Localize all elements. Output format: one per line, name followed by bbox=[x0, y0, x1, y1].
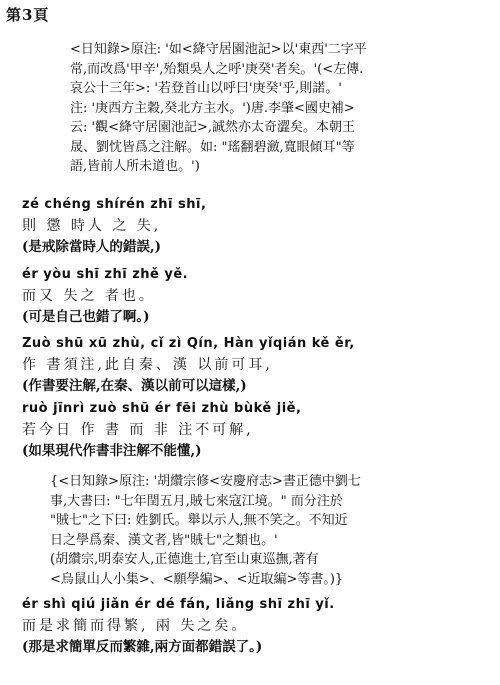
note-line: <烏鼠山人小集>、<願學編>、<近取編>等書。)} bbox=[50, 571, 344, 587]
chinese-line: 而又 失之 者也。 bbox=[22, 288, 156, 304]
verse-block bbox=[22, 597, 492, 655]
note-line: (胡纘宗,明泰安人,正德進士,官至山東巡撫,著有 bbox=[50, 552, 319, 567]
chinese-line: 作 書須注,此自秦、漢 以前可耳, bbox=[22, 357, 273, 373]
note-line: "賊七"之下曰: 姓劉氏。舉以示人,無不笑之。不知近 bbox=[50, 513, 348, 528]
pinyin-line: Zuò shū xū zhù, cǐ zì Qín, Hàn yǐqián kě ěr, bbox=[22, 336, 355, 351]
verse-block bbox=[22, 401, 492, 459]
chinese-line: 則 懲 時人 之 失, bbox=[22, 218, 162, 234]
translation-line: (那是求簡單反而繁雜,兩方面都錯誤了。) bbox=[22, 639, 263, 655]
note-line: 注: '庚西方主穀,癸北方主水。')唐.李肇<國史補> bbox=[70, 100, 355, 116]
note-line: 日之學爲秦、漢文者,皆"賊七"之類也。' bbox=[50, 532, 278, 548]
pinyin-line: ér shì qiú jiǎn ér dé fán, liǎng shī zhī yǐ. bbox=[22, 597, 335, 612]
note-line: {<日知錄>原注: '胡纘宗修<安慶府志>書正德中劉七 bbox=[50, 474, 361, 489]
note-line: <日知錄>原注: '如<絳守居園池記>以'東西'二字平 bbox=[70, 42, 367, 57]
chinese-line: 而是求簡而得繁, 兩 失之矣。 bbox=[22, 618, 249, 634]
note-line: 事,大書曰: "七年閏五月,賊七來寇江境。" 而分注於 bbox=[50, 493, 343, 509]
translation-line: (可是自己也錯了啊。) bbox=[22, 309, 150, 325]
page-number: 第3頁 bbox=[6, 6, 50, 24]
annotation-note bbox=[70, 40, 490, 177]
translation-line: (作書要注解,在秦、漢以前可以這樣,) bbox=[22, 378, 247, 394]
verse-block bbox=[22, 336, 492, 394]
translation-line: (是戒除當時人的錯誤,) bbox=[22, 239, 161, 255]
annotation-note bbox=[50, 472, 490, 589]
note-line: 常,而改爲'甲辛',殆類吳人之呼'庚癸'者矣。'(<左傳. bbox=[70, 61, 364, 77]
note-line: 語,皆前人所未道也。') bbox=[70, 159, 200, 174]
verse-block bbox=[22, 197, 492, 255]
pinyin-line: ér yòu shī zhī zhě yě. bbox=[22, 267, 189, 282]
note-line: 哀公十三年>: '若登首山以呼曰'庚癸'乎,則諾。' bbox=[70, 81, 342, 96]
chinese-line: 若今日 作 書 而 非 注不可解, bbox=[22, 422, 254, 438]
verse-block bbox=[22, 267, 492, 325]
translation-line: (如果現代作書非注解不能懂,) bbox=[22, 443, 202, 459]
note-line: 晟、劉忱皆爲之注解。如: "瑤翻碧瀲,寬眼傾耳"等 bbox=[70, 139, 355, 155]
pinyin-line: ruò jīnrì zuò shū ér fēi zhù bùkě jiě, bbox=[22, 401, 302, 416]
note-line: 云: '觀<絳守居園池記>,誠然亦太奇澀矣。本朝王 bbox=[70, 120, 356, 135]
pinyin-line: zé chéng shírén zhī shī, bbox=[22, 197, 207, 212]
